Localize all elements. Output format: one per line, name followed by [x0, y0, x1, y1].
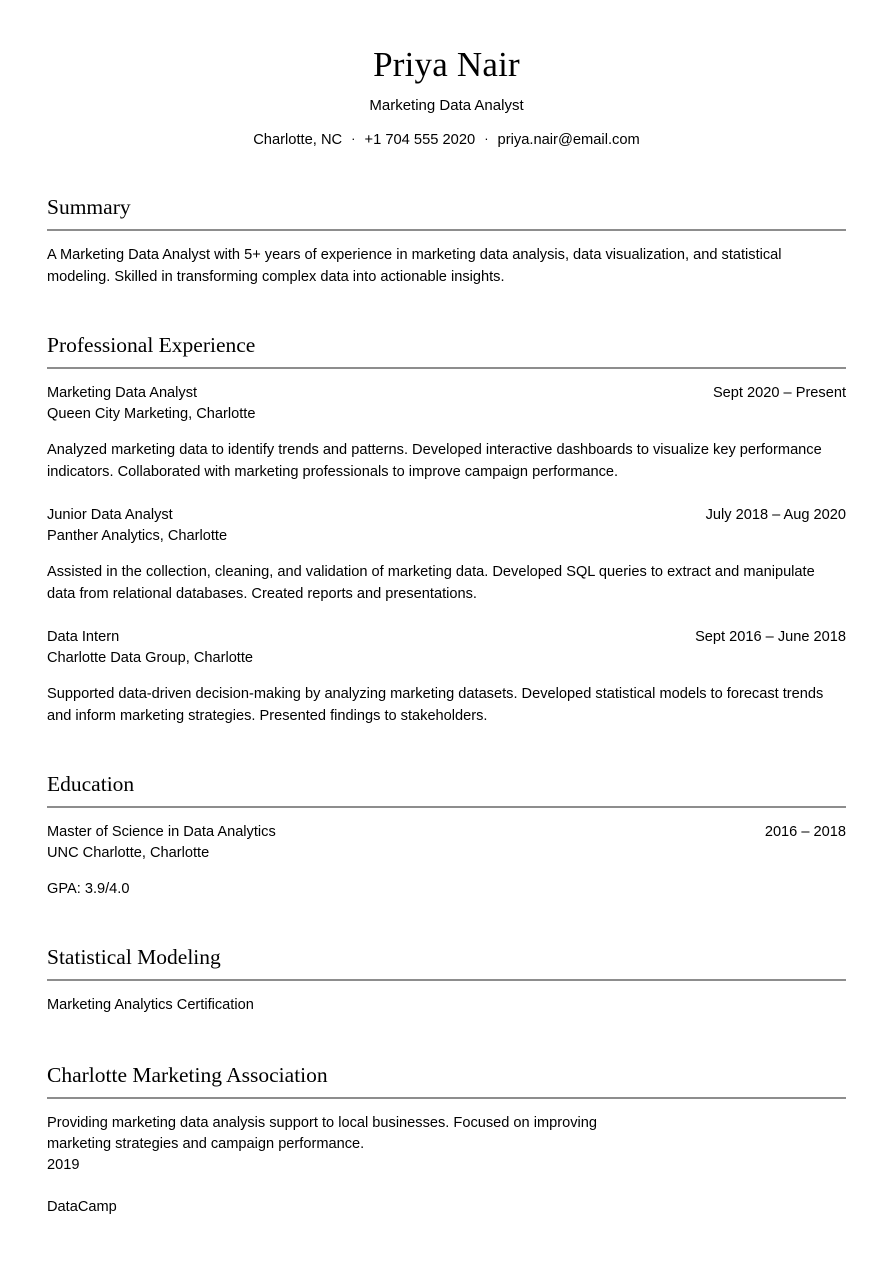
education-degree: Master of Science in Data Analytics	[47, 824, 276, 840]
association-provider: DataCamp	[47, 1199, 117, 1215]
section-title-skills: Statistical Modeling	[47, 945, 221, 969]
section-title-education: Education	[47, 772, 135, 796]
section-title-summary: Summary	[47, 195, 131, 219]
education-date: 2016 – 2018	[764, 824, 846, 840]
experience-date: July 2018 – Aug 2020	[705, 507, 846, 523]
skills-item: Marketing Analytics Certification	[47, 997, 254, 1013]
section-divider	[47, 806, 846, 808]
section-divider	[47, 979, 846, 981]
experience-organization: Charlotte Data Group, Charlotte	[47, 650, 254, 666]
experience-role: Data Intern	[47, 629, 120, 645]
experience-role: Marketing Data Analyst	[47, 385, 198, 401]
experience-entry-head	[47, 383, 846, 404]
resume-header	[47, 0, 846, 150]
contact-location: Charlotte, NC	[253, 132, 343, 148]
contact-email: priya.nair@email.com	[497, 132, 640, 148]
section-title-association: Charlotte Marketing Association	[47, 1063, 328, 1087]
experience-description: Supported data-driven decision-making by analyzing marketing datasets. Developed statistical models to forecast trends and inform marketing strategies. Presented findings to stakeholders.	[47, 686, 824, 724]
candidate-job-title: Marketing Data Analyst	[369, 97, 524, 114]
experience-role: Junior Data Analyst	[47, 507, 173, 523]
association-description-line-1: Providing marketing data analysis support to local businesses. Focused on improving	[47, 1115, 597, 1131]
experience-date: Sept 2020 – Present	[712, 385, 846, 401]
section-experience	[47, 332, 846, 727]
experience-entry	[47, 383, 846, 483]
education-school: UNC Charlotte, Charlotte	[47, 845, 210, 861]
contact-separator-icon: ·	[351, 131, 356, 146]
experience-organization: Panther Analytics, Charlotte	[47, 528, 228, 544]
section-divider	[47, 1097, 846, 1099]
summary-text: A Marketing Data Analyst with 5+ years of experience in marketing data analysis, data visualization, and statistical modeling. Skilled in transforming complex data into actionable insights.	[47, 247, 782, 285]
experience-entry	[47, 627, 846, 727]
experience-entry-head	[47, 505, 846, 526]
association-spacer	[47, 1176, 846, 1197]
experience-organization: Queen City Marketing, Charlotte	[47, 406, 256, 422]
experience-entry	[47, 505, 846, 605]
section-divider	[47, 367, 846, 369]
section-education	[47, 771, 846, 900]
section-title-experience: Professional Experience	[47, 333, 256, 357]
experience-date: Sept 2016 – June 2018	[695, 629, 846, 645]
section-divider	[47, 229, 846, 231]
experience-description: Assisted in the collection, cleaning, and validation of marketing data. Developed SQL queries to extract and manipulate data from relational databases. Created reports and presentations.	[47, 564, 815, 602]
contact-separator-icon: ·	[484, 131, 489, 146]
association-year: 2019	[47, 1157, 80, 1173]
section-summary	[47, 194, 846, 288]
section-skills	[47, 944, 846, 1016]
education-entry	[47, 822, 846, 900]
contact-line	[47, 129, 846, 150]
candidate-name: Priya Nair	[373, 45, 520, 84]
section-association	[47, 1062, 846, 1218]
association-description-line-2: marketing strategies and campaign performance.	[47, 1136, 365, 1152]
education-gpa: GPA: 3.9/4.0	[47, 881, 130, 897]
education-entry-head	[47, 822, 846, 843]
contact-phone: +1 704 555 2020	[364, 132, 476, 148]
experience-entry-head	[47, 627, 846, 648]
experience-description: Analyzed marketing data to identify trends and patterns. Developed interactive dashboards to visualize key performance indicators. Collaborated with marketing professionals to improve campaign performance.	[47, 442, 822, 480]
